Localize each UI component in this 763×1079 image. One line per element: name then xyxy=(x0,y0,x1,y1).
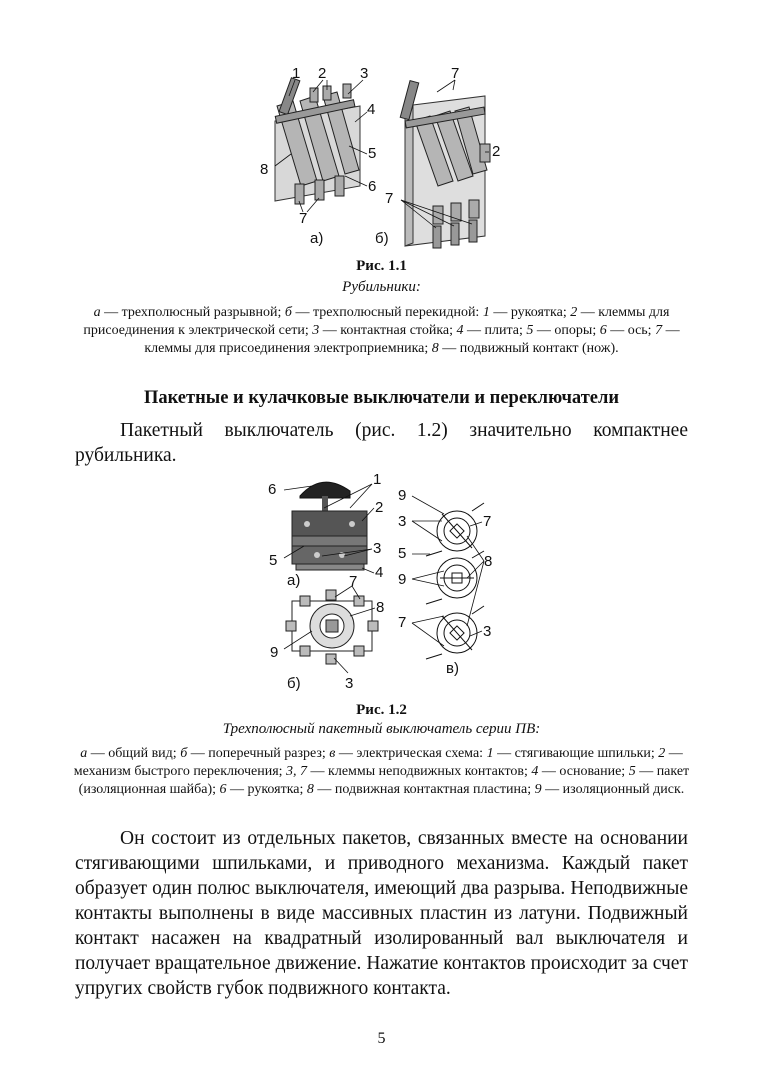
legend-text: — клеммы неподвижных контактов; xyxy=(307,764,532,779)
figure-1-1-title: Рис. 1.1 xyxy=(356,258,407,274)
figure-1-1-legend xyxy=(70,304,693,358)
legend-text: — пакет (изоляционная шайба); xyxy=(78,764,690,797)
legend-key: а xyxy=(80,746,88,761)
legend-text: — плита; xyxy=(463,323,527,338)
legend-text: — механизм быстрого переключения; xyxy=(73,746,683,779)
legend-text: — трехполюсный разрывной; xyxy=(100,305,285,320)
fig2-callout-7-b: 7 xyxy=(349,573,358,590)
legend-text: — подвижный контакт (нож). xyxy=(438,341,619,356)
legend-key: 1 xyxy=(486,746,494,761)
page-number: 5 xyxy=(377,1030,386,1047)
fig2-callout-1: 1 xyxy=(373,471,382,488)
legend-key: 3, 7 xyxy=(286,764,308,779)
legend-key: 1 xyxy=(482,305,490,320)
fig1-callout-7-b: 7 xyxy=(451,66,460,82)
fig1-callout-2: 2 xyxy=(318,66,327,82)
fig2-callout-9-c1: 9 xyxy=(398,487,407,504)
fig2-callout-6: 6 xyxy=(268,481,277,498)
legend-text: — подвижная контактная пластина; xyxy=(313,782,535,797)
legend-key: б xyxy=(284,305,292,320)
legend-key: 8 xyxy=(431,341,439,356)
figure-1-2-subtitle: Трехполюсный пакетный выключатель серии ПВ: xyxy=(222,721,541,737)
legend-key: б xyxy=(180,746,188,761)
legend-key: 4 xyxy=(531,764,539,779)
legend-text: — рукоятка; xyxy=(489,305,571,320)
fig2-callout-3-c2: 3 xyxy=(483,623,492,640)
fig1-callout-7-c: 7 xyxy=(385,190,394,207)
legend-text: — клеммы для присоединения к электрической сети; xyxy=(83,305,670,338)
legend-key: 2 xyxy=(658,746,666,761)
legend-key: 2 xyxy=(570,305,578,320)
legend-key: 4 xyxy=(456,323,464,338)
legend-key: 3 xyxy=(312,323,320,338)
fig1-callout-2-b: 2 xyxy=(492,143,501,160)
fig2-callout-7-c: 7 xyxy=(483,513,492,530)
figure-1-1-subtitle: Рубильники: xyxy=(342,279,421,295)
body-paragraph-text: Он состоит из отдельных пакетов, связанных вместе на основании стягивающими шпильками, и приводного механизма. Каждый пакет образует один полюс выключателя, имеющий два разрыва. Неподвижные контакты выполнены в виде массивных пластин из латуни. Подвижный контакт насажен на квадратный изолированный вал выключателя и получает вращательное движение. Нажатие контактов происходит за счет упругих свойств губок подвижного контакта. xyxy=(75,828,688,999)
legend-key: 6 xyxy=(599,323,607,338)
legend-key: 7 xyxy=(655,323,663,338)
figure-1-2-legend xyxy=(70,745,693,799)
fig2-callout-4: 4 xyxy=(375,564,384,581)
section-heading: Пакетные и кулачковые выключатели и переключатели xyxy=(143,388,620,408)
fig2-callout-5: 5 xyxy=(269,552,278,569)
legend-key: 5 xyxy=(526,323,534,338)
fig2-callout-9-b: 9 xyxy=(270,644,279,661)
legend-text: — изоляционный диск. xyxy=(541,782,685,797)
legend-text: — ось; xyxy=(606,323,656,338)
fig2-callout-9-c2: 9 xyxy=(398,571,407,588)
fig1-callout-8: 8 xyxy=(260,161,269,178)
legend-text: — клеммы для присоединения электроприемника; xyxy=(144,323,680,356)
fig2-sublabel-b: б) xyxy=(287,675,301,692)
legend-key: 8 xyxy=(306,782,314,797)
legend-text: — трехполюсный перекидной: xyxy=(291,305,483,320)
fig2-callout-3-c: 3 xyxy=(398,513,407,530)
body-paragraph xyxy=(75,826,688,1001)
fig2-callout-8-b: 8 xyxy=(376,599,385,616)
legend-text: — электрическая схема: xyxy=(335,746,487,761)
intro-paragraph xyxy=(75,418,688,468)
fig2-callout-3-b: 3 xyxy=(345,675,354,692)
fig1-callout-5: 5 xyxy=(368,145,377,162)
fig2-sublabel-a: а) xyxy=(287,572,301,589)
fig1-callout-3: 3 xyxy=(360,66,369,82)
fig2-callout-3: 3 xyxy=(373,540,382,557)
legend-text: — общий вид; xyxy=(87,746,181,761)
fig2-callout-5-c: 5 xyxy=(398,545,407,562)
legend-key: 9 xyxy=(534,782,542,797)
legend-key: в xyxy=(329,746,336,761)
legend-text: — опоры; xyxy=(533,323,600,338)
fig1-sublabel-a: а) xyxy=(310,230,324,247)
figure-1-2-illustration xyxy=(262,466,507,694)
fig2-callout-2: 2 xyxy=(375,499,384,516)
legend-text: — поперечный разрез; xyxy=(187,746,330,761)
fig1-sublabel-b: б) xyxy=(375,230,389,247)
figure-1-2-title: Рис. 1.2 xyxy=(356,702,407,718)
fig1-callout-1: 1 xyxy=(292,66,301,82)
legend-key: 5 xyxy=(628,764,636,779)
fig2-callout-8-c: 8 xyxy=(484,553,493,570)
fig1-callout-7-a: 7 xyxy=(299,210,308,227)
fig1-callout-6: 6 xyxy=(368,178,377,195)
legend-key: 6 xyxy=(219,782,227,797)
fig2-callout-7-c2: 7 xyxy=(398,614,407,631)
fig1-callout-4: 4 xyxy=(367,101,376,118)
intro-paragraph-text: Пакетный выключатель (рис. 1.2) значительно компактнее рубильника. xyxy=(75,420,688,466)
legend-text: — основание; xyxy=(538,764,629,779)
legend-text: — стягивающие шпильки; xyxy=(493,746,659,761)
legend-text: — рукоятка; xyxy=(226,782,307,797)
legend-key: а xyxy=(93,305,101,320)
fig2-sublabel-c: в) xyxy=(446,660,459,677)
legend-text: — контактная стойка; xyxy=(319,323,457,338)
figure-1-1-illustration xyxy=(255,66,510,256)
